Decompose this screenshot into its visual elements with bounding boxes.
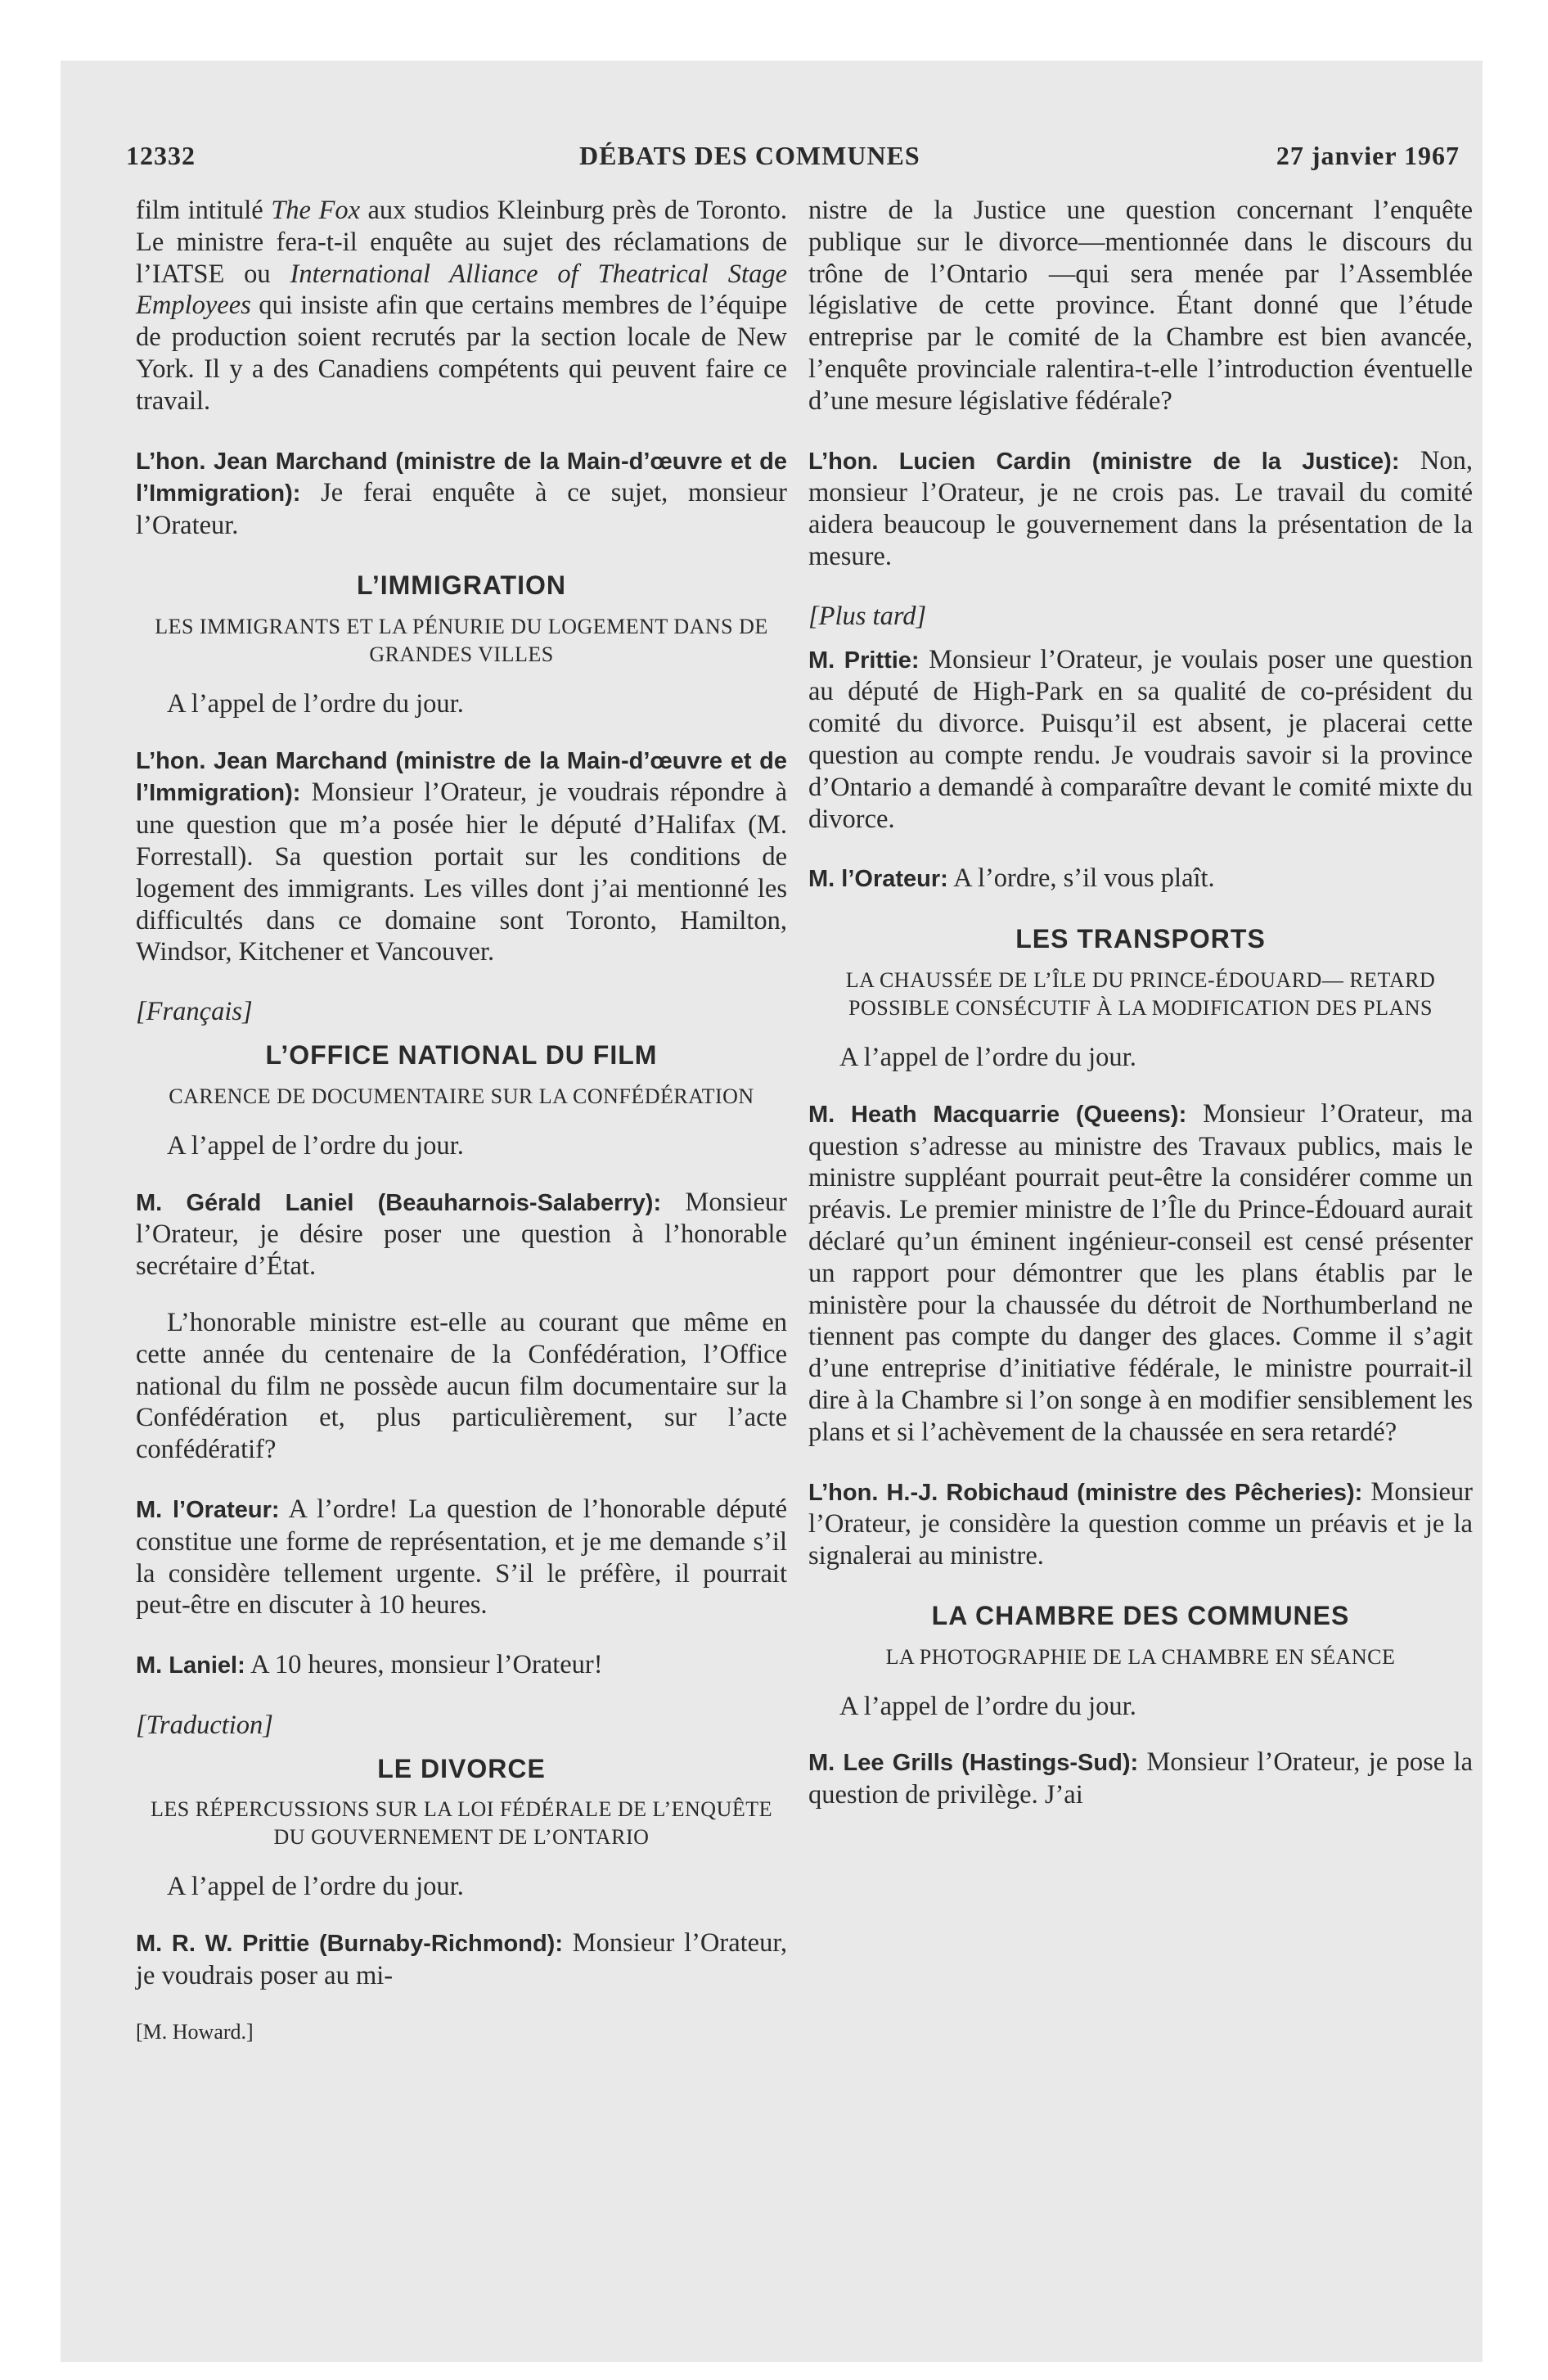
paragraph — [136, 745, 787, 969]
paragraph — [808, 1747, 1473, 1811]
paragraph — [136, 195, 787, 417]
speech-text: Je ferai enquête à ce sujet, monsieur l’Orateur. — [136, 478, 787, 541]
speaker-name: L’hon. H.-J. Robichaud (ministre des Pêcheries): — [808, 1479, 1363, 1506]
film-title: The Fox — [271, 196, 361, 225]
speaker-name: L’hon. Jean Marchand (ministre de la Main-d’œuvre et de l’Immigration): — [136, 747, 787, 807]
paragraph — [808, 1098, 1473, 1449]
speech-text: Monsieur l’Orateur, je voudrais poser au mi- — [136, 1928, 787, 1991]
section-heading: LES TRANSPORTS — [1015, 924, 1266, 954]
section-subheading: LES IMMIGRANTS ET LA PÉNURIE DU LOGEMENT DANS DE GRANDES VILLES — [155, 614, 768, 666]
page-header — [126, 141, 1460, 180]
speaker-name: M. Prittie: — [808, 647, 920, 674]
paragraph: A l’appel de l’ordre du jour. — [167, 1872, 464, 1902]
language-note: [Traduction] — [136, 1710, 273, 1740]
paragraph: A l’appel de l’ordre du jour. — [839, 1042, 1136, 1072]
speech-text: A l’ordre, s’il vous plaît. — [947, 863, 1215, 894]
speaker-name: L’hon. Lucien Cardin (ministre de la Justice): — [808, 448, 1400, 475]
speech-text: A 10 heures, monsieur l’Orateur! — [245, 1650, 603, 1680]
section-heading: L’OFFICE NATIONAL DU FILM — [265, 1039, 658, 1070]
speaker-name: L’hon. Jean Marchand (ministre de la Main-d’œuvre et de l’Immigration): — [136, 448, 787, 507]
paragraph — [808, 445, 1473, 573]
paragraph — [136, 1649, 787, 1682]
section-subheading: LES RÉPERCUSSIONS SUR LA LOI FÉDÉRALE DE L’ENQUÊTE DU GOUVERNEMENT DE L’ONTARIO — [150, 1797, 772, 1850]
paragraph — [136, 1187, 787, 1282]
text-run: qui insiste afin que certains membres de l’équipe de production soient recrutés par la section locale de New York. Il y a des Canadiens compétents qui peuvent faire ce travail. — [136, 291, 787, 416]
paragraph — [136, 1494, 787, 1621]
section-heading: L’IMMIGRATION — [357, 570, 566, 600]
right-column — [808, 195, 1473, 1839]
paragraph — [808, 644, 1473, 836]
speaker-name: M. l’Orateur: — [136, 1496, 280, 1523]
language-note: [Plus tard] — [808, 601, 927, 631]
paragraph: L’honorable ministre est-elle au courant que même en cette année du centenaire de la Confédération, l’Office national du film ne possède aucun film documentaire sur la Confédération et, plus particulièrement, sur l’acte confédératif? — [136, 1307, 787, 1465]
speaker-name: M. Gérald Laniel (Beauharnois-Salaberry): — [136, 1189, 662, 1216]
page-date: 27 janvier 1967 — [1276, 141, 1460, 170]
section-heading: LA CHAMBRE DES COMMUNES — [931, 1600, 1350, 1630]
speech-text: Monsieur l’Orateur, je pose la question de privilège. J’ai — [808, 1747, 1474, 1810]
speech-text: Monsieur l’Orateur, je désire poser une question à l’honorable secrétaire d’État. — [136, 1187, 787, 1282]
speech-text: Non, monsieur l’Orateur, je ne crois pas. Le travail du comité aidera beaucoup le gouvernement dans la présentation de la mesure. — [808, 445, 1473, 571]
paragraph: A l’appel de l’ordre du jour. — [167, 688, 464, 719]
language-note: [Français] — [136, 997, 253, 1027]
text-run: aux studios Kleinburg près de Toronto. Le ministre fera-t-il enquête au sujet des réclamations de l’IATSE ou — [136, 196, 788, 289]
speaker-name: M. l’Orateur: — [808, 866, 948, 893]
speaker-name: M. Heath Macquarrie (Queens): — [808, 1101, 1187, 1128]
section-subheading: LA CHAUSSÉE DE L’ÎLE DU PRINCE-ÉDOUARD— RETARD POSSIBLE CONSÉCUTIF À LA MODIFICATION DES PLANS — [845, 967, 1436, 1020]
speech-text: Monsieur l’Orateur, je voudrais répondre à une question que m’a posée hier le député d’Halifax (M. Forrestall). Sa question portait sur les conditions de logement des immigrants. Les villes dont j’ai mentionné les difficultés dans ce domaine sont Toronto, Hamilton, Windsor, Kitchener et Vancouver. — [136, 778, 787, 967]
speech-text: Monsieur l’Orateur, je considère la question comme un préavis et je la signalerai au ministre. — [808, 1476, 1473, 1571]
page-footer: [M. Howard.] — [136, 2019, 254, 2044]
speaker-name: M. Laniel: — [136, 1652, 245, 1679]
section-heading: LE DIVORCE — [377, 1753, 546, 1783]
paragraph — [808, 863, 1473, 895]
speech-text: Monsieur l’Orateur, je voulais poser une question au député de High-Park en sa qualité de co-président du comité du divorce. Puisqu’il est absent, je placerai cette question au compte rendu. Je voudrais savoir si la province d’Ontario a demandé à comparaître devant le comité mixte du divorce. — [808, 644, 1473, 834]
speech-text: Monsieur l’Orateur, ma question s’adresse au ministre des Travaux publics, mais le ministre suppléant pourrait peut-être la considérer comme un préavis. Le premier ministre de l’Île du Prince-Édouard aurait déclaré qu’un éminent ingénieur-conseil est censé présenter un rapport pour démontrer que les plans établis par le ministère pour la chaussée du détroit de Northumberland ne tiennent pas compte du danger des glaces. Comme il s’agit d’une entreprise d’initiative fédérale, le ministre pourrait-il dire à la Chambre si l’on songe à en modifier sensiblement les plans et si l’achèvement de la chaussée en sera retardé? — [808, 1098, 1474, 1447]
paragraph: A l’appel de l’ordre du jour. — [839, 1691, 1136, 1721]
speaker-name: M. R. W. Prittie (Burnaby-Richmond): — [136, 1931, 563, 1958]
paragraph — [808, 1476, 1473, 1572]
page-number: 12332 — [126, 141, 196, 170]
left-column — [136, 195, 787, 2049]
paragraph — [136, 445, 787, 542]
running-title: DÉBATS DES COMMUNES — [579, 141, 920, 170]
speech-text: A l’ordre! La question de l’honorable député constitue une forme de représentation, et je me demande s’il la considère tellement urgente. S’il le préfère, il pourrait peut-être en discuter à 10 heures. — [136, 1494, 787, 1620]
section-subheading: LA PHOTOGRAPHIE DE LA CHAMBRE EN SÉANCE — [885, 1644, 1396, 1669]
paragraph — [136, 1927, 787, 1992]
paragraph: A l’appel de l’ordre du jour. — [167, 1130, 464, 1161]
speaker-name: M. Lee Grills (Hastings-Sud): — [808, 1750, 1139, 1777]
paragraph: nistre de la Justice une question concernant l’enquête publique sur le divorce—mentionnée dans le discours du trône de l’Ontario —qui sera menée par l’Assemblée législative de cette province. Étant donné que l’étude entreprise par le comité de la Chambre est bien avancée, l’enquête provinciale ralentira-t-elle l’introduction éventuelle d’une mesure législative fédérale? — [808, 196, 1473, 416]
union-name: International Alliance of Theatrical Stage Employees — [136, 259, 787, 321]
text-run: film intitulé — [136, 196, 272, 225]
section-subheading: CARENCE DE DOCUMENTAIRE SUR LA CONFÉDÉRATION — [169, 1084, 754, 1108]
